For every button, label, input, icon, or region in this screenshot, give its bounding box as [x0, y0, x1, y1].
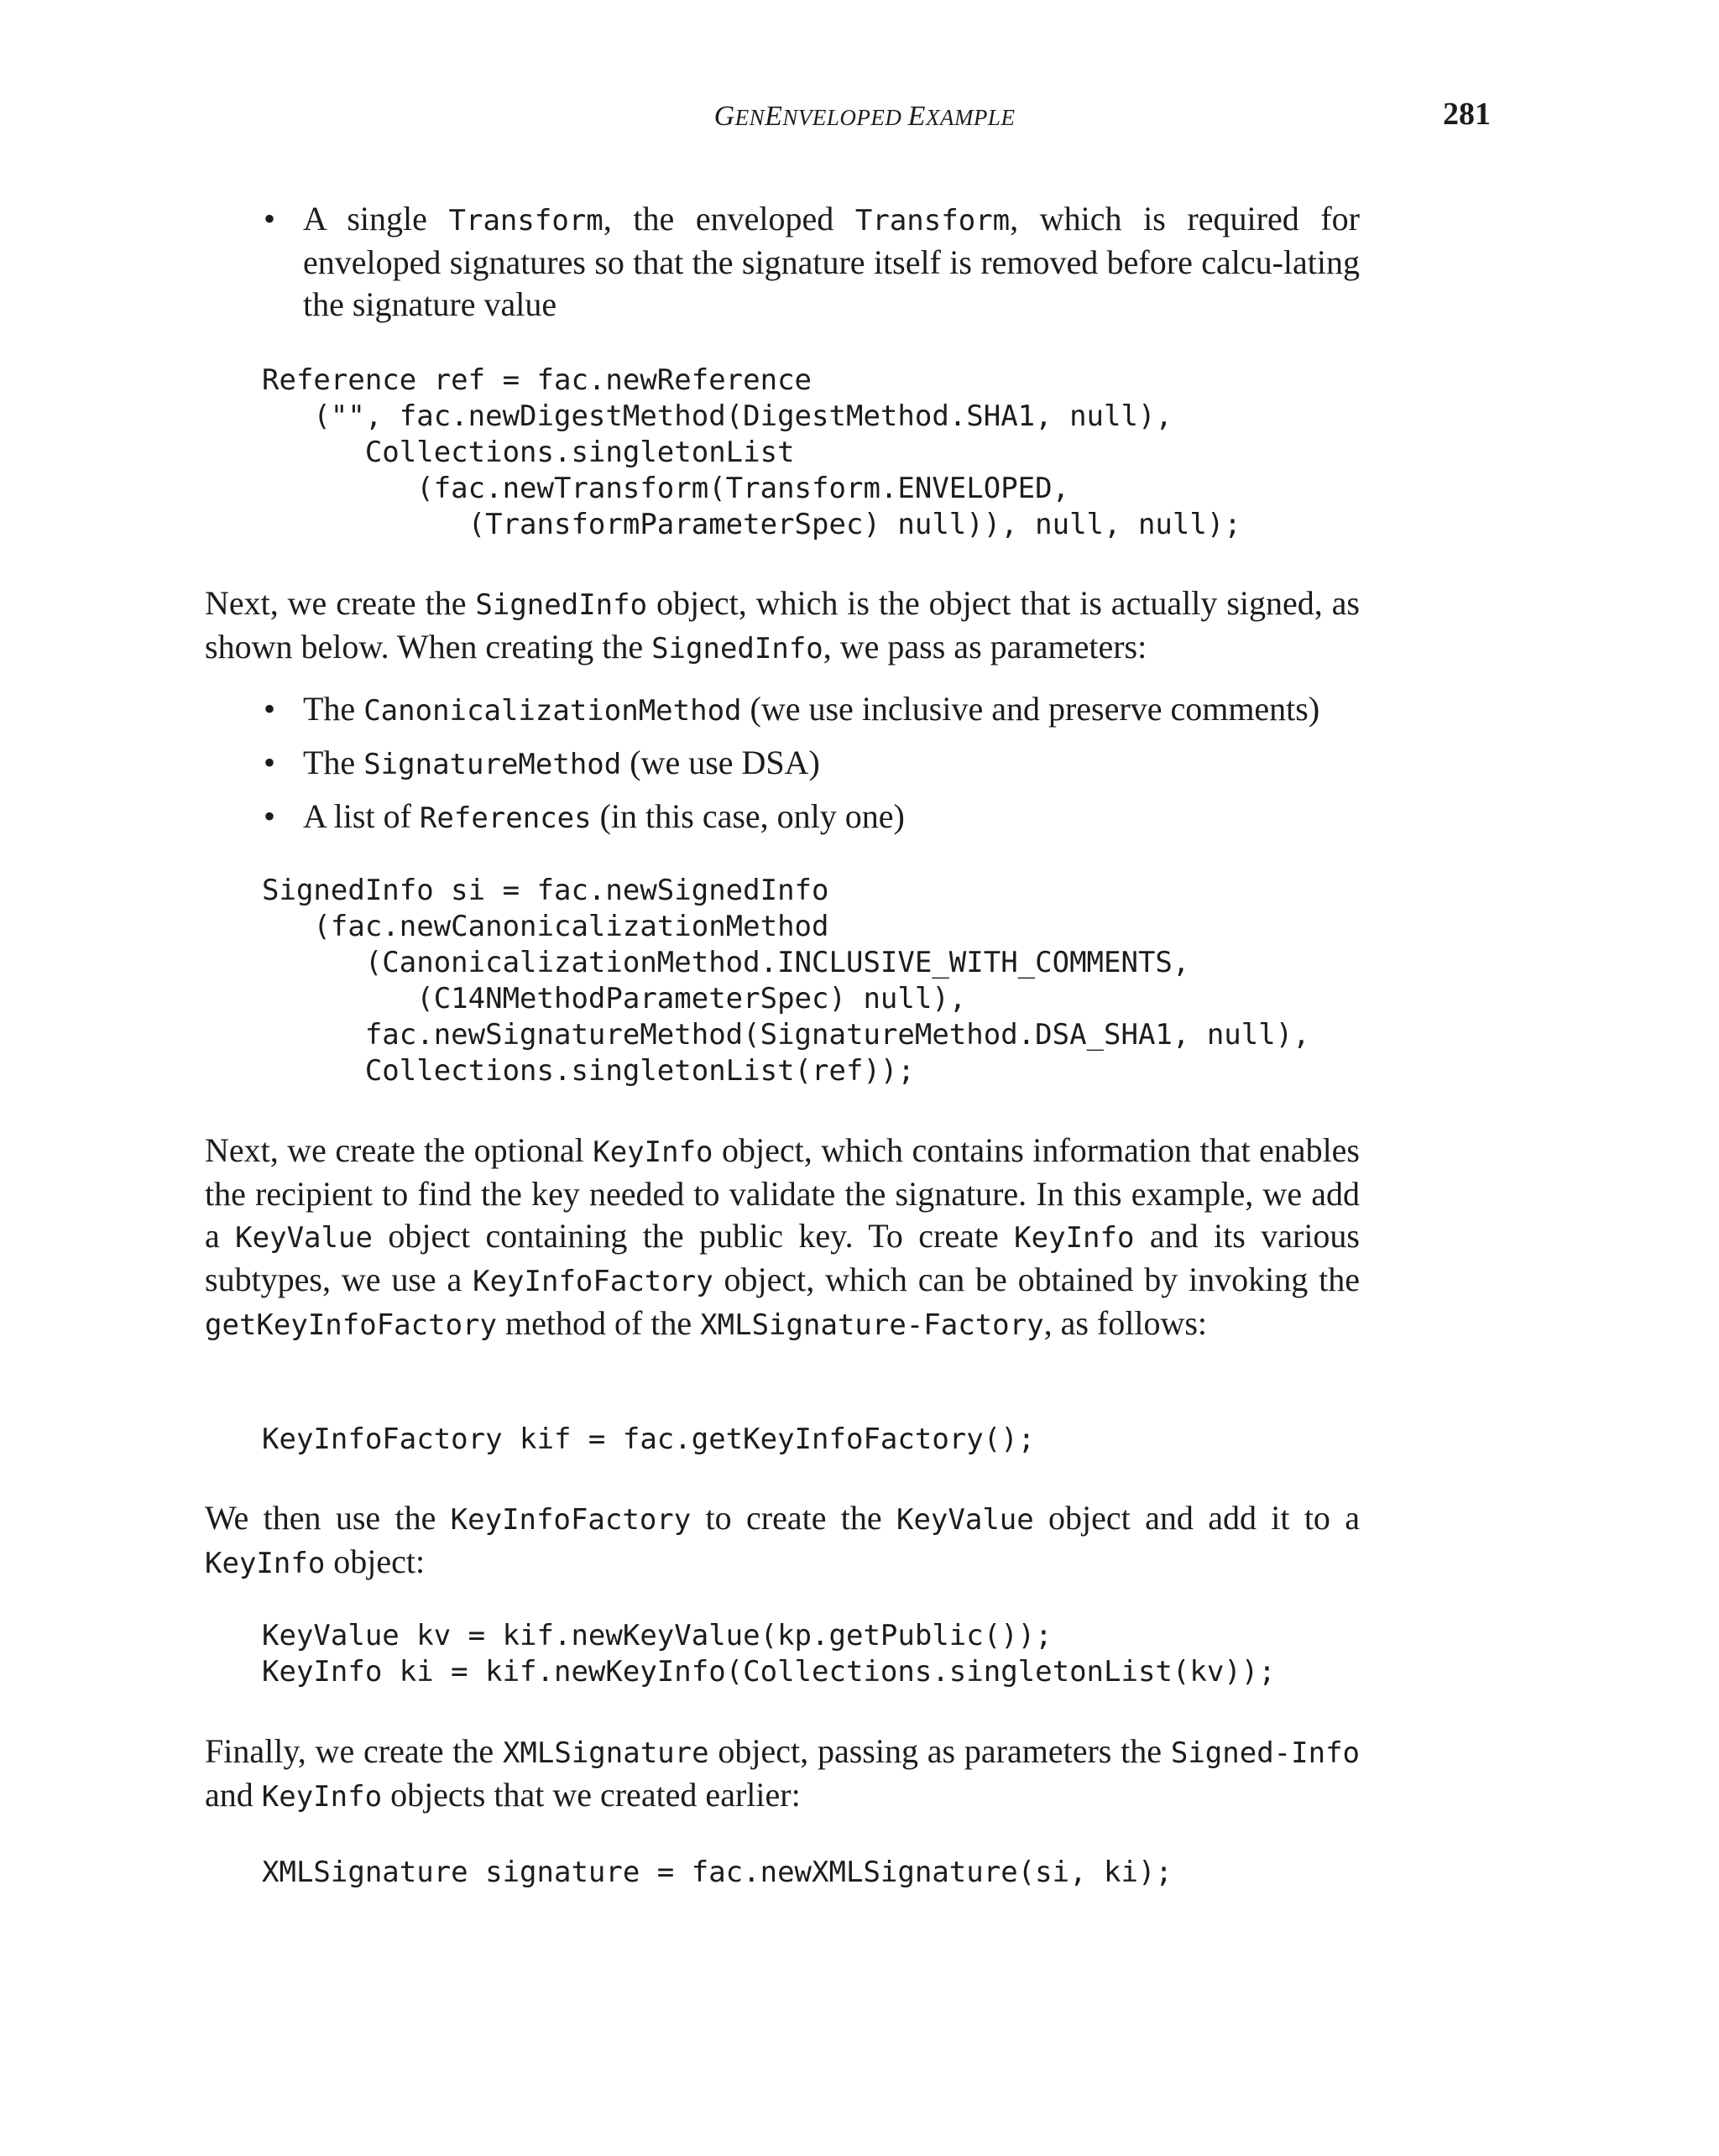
- code-block-reference: Reference ref = fac.newReference ("", fac.newDigestMethod(DigestMethod.SHA1, null), Collections.singletonList (fac.newTransform(Transform.ENVELOPED, (TransformParameterSpec) null)), null, null);: [262, 363, 1241, 541]
- paragraph-keyinfo: Next, we create the optional KeyInfo object, which contains information that enables the recipient to find the key needed to validate the signature. In this example, we add a KeyValue object containing the public key. To create KeyInfo and its various subtypes, we use a KeyInfoFactory object, which can be obtained by invoking the getKeyInfoFactory method of the XMLSignature-Factory, as follows:: [205, 1131, 1360, 1342]
- running-head-cap: G: [713, 101, 735, 132]
- list-item: • A list of References (in this case, only one): [205, 796, 1360, 839]
- code-block-keyvalue: KeyValue kv = kif.newKeyValue(kp.getPublic()); KeyInfo ki = kif.newKeyInfo(Collections.singletonList(kv));: [262, 1619, 1276, 1689]
- bullet-icon: •: [264, 744, 276, 781]
- bullet-icon: •: [264, 690, 276, 728]
- page-number: 281: [1443, 97, 1491, 132]
- paragraph-keyvalue: We then use the KeyInfoFactory to create the KeyValue object and add it to a KeyInfo object:: [205, 1499, 1361, 1580]
- bullet-list-transform: [205, 198, 1360, 326]
- running-head-text: NVELOPED: [782, 105, 902, 130]
- running-head-text: XAMPLE: [925, 105, 1016, 130]
- list-item: • The SignatureMethod (we use DSA): [205, 742, 1360, 786]
- running-head-cap: E: [907, 101, 926, 132]
- running-head-text: EN: [734, 105, 765, 130]
- paragraph-xmlsignature: Finally, we create the XMLSignature object, passing as parameters the Signed-Info and KeyInfo objects that we created earlier:: [205, 1732, 1361, 1814]
- running-head: [697, 101, 1032, 133]
- bullet-list-parameters: [205, 688, 1360, 839]
- list-item: • The CanonicalizationMethod (we use inclusive and preserve comments): [205, 688, 1360, 732]
- running-head-cap: E: [765, 101, 783, 132]
- code-block-keyinfofactory: KeyInfoFactory kif = fac.getKeyInfoFactory();: [262, 1423, 1036, 1456]
- paragraph-signedinfo: Next, we create the SignedInfo object, which is the object that is actually signed, as shown below. When creating the SignedInfo, we pass as parameters:: [205, 584, 1360, 666]
- code-block-xmlsignature: XMLSignature signature = fac.newXMLSignature(si, ki);: [262, 1856, 1173, 1889]
- bullet-icon: •: [264, 200, 276, 238]
- bullet-icon: •: [264, 797, 276, 835]
- code-block-signedinfo: SignedInfo si = fac.newSignedInfo (fac.newCanonicalizationMethod (CanonicalizationMethod.INCLUSIVE_WITH_COMMENTS, (C14NMethodParameterSpec) null), fac.newSignatureMethod(SignatureMethod.DSA_SHA1, null), Collections.singletonList(ref));: [262, 874, 1310, 1088]
- list-item: • A single Transform, the enveloped Transform, which is required for enveloped signatures so that the signature itself is removed before calcu-lating the signature value: [264, 200, 1360, 323]
